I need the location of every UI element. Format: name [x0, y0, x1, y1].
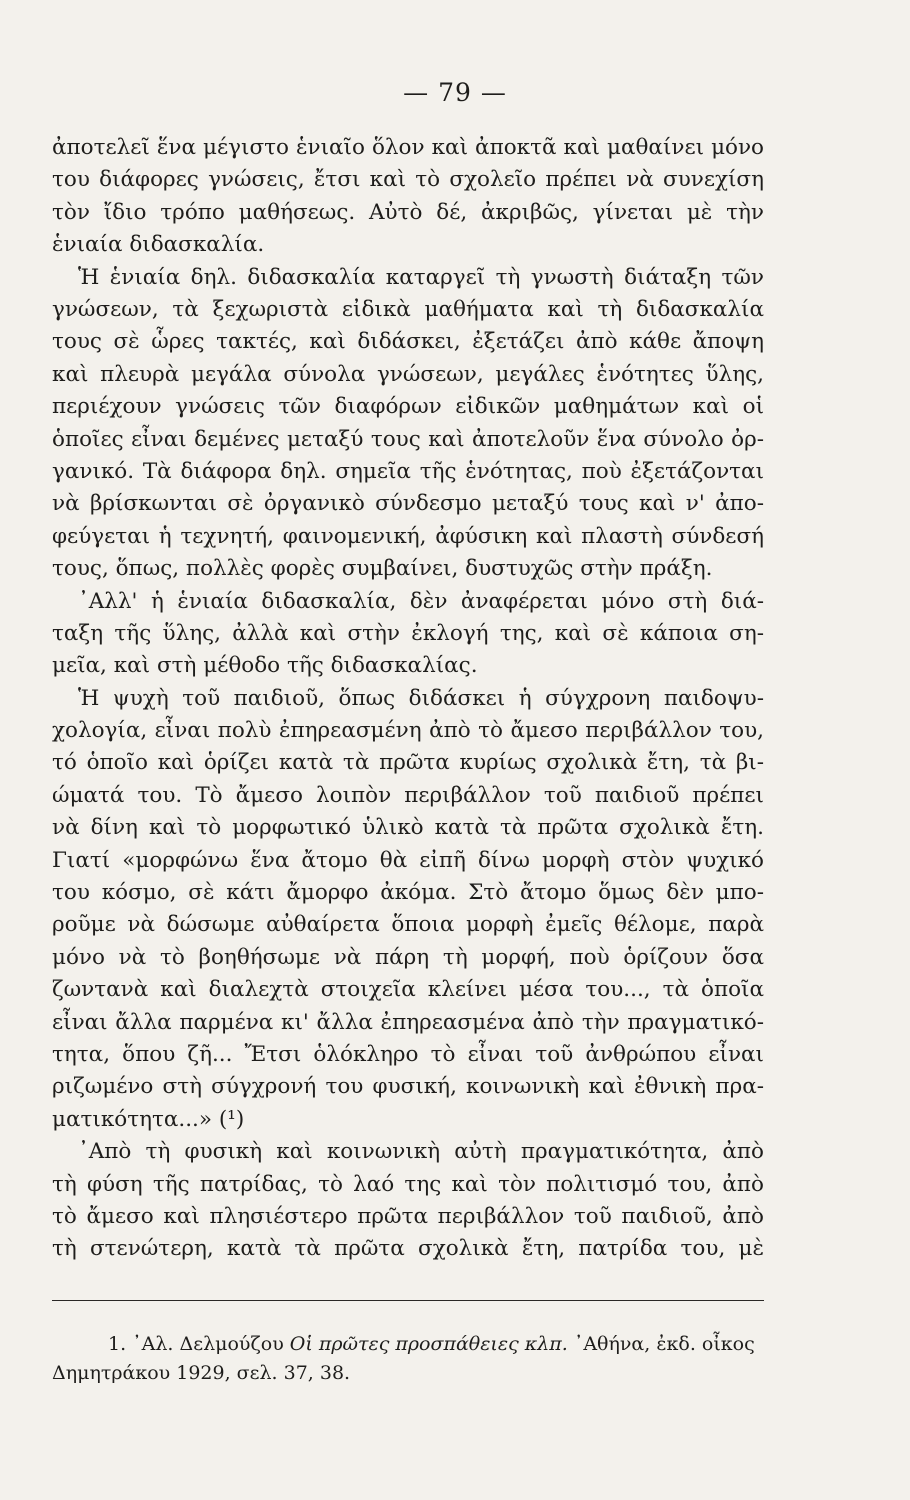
text-line: ἀποτελεῖ ἕνα μέγιστο ἑνιαῖο ὅλον καὶ ἀποκτᾶ καὶ μαθαίνει μόνο	[52, 135, 764, 160]
footnote-title: Οἱ πρῶτες προσπάθειες κλπ.	[289, 1333, 568, 1355]
text-line: καὶ πλευρὰ μεγάλα σύνολα γνώσεων, μεγάλες ἑνότητες ὕλης,	[52, 361, 764, 387]
text-line: τους σὲ ὧρες τακτές, καὶ διδάσκει, ἐξετάζει ἀπὸ κάθε ἄποψη	[52, 329, 764, 355]
text-line: Γιατί «μορφώνω ἕνα ἄτομο θὰ εἰπῆ δίνω μορφὴ στὸν ψυχικό	[52, 847, 764, 873]
text-line: ώματά του. Τὸ ἄμεσο λοιπὸν περιβάλλον τοῦ παιδιοῦ πρέπει	[52, 782, 764, 808]
text-line: γνώσεων, τὰ ξεχωριστὰ εἰδικὰ μαθήματα καὶ τὴ διδασκαλία	[52, 296, 764, 322]
text-line: τὴ στενώτερη, κατὰ τὰ πρῶτα σχολικὰ ἔτη, πατρίδα του, μὲ	[52, 1236, 764, 1262]
footnote-line	[52, 1330, 764, 1359]
footnote-citation: 1. ᾿Αλ. Δελμούζου	[108, 1333, 284, 1355]
text-line: του διάφορες γνώσεις, ἔτσι καὶ τὸ σχολεῖο πρέπει νὰ συνεχίση	[52, 167, 764, 193]
paragraph-start-line: ᾿Απὸ τὴ φυσικὴ καὶ κοινωνικὴ αὐτὴ πραγματικότητα, ἀπὸ	[78, 1139, 764, 1165]
text-line: περιέχουν γνώσεις τῶν διαφόρων εἰδικῶν μαθημάτων καὶ οἱ	[52, 394, 764, 420]
body-text	[52, 132, 764, 1266]
text-line: γανικό. Τὰ διάφορα δηλ. σημεῖα τῆς ἑνότητας, ποὺ ἐξετάζονται	[52, 458, 764, 484]
text-line: ταξη τῆς ὕλης, ἀλλὰ καὶ στὴν ἐκλογή της, καὶ σὲ κάποια ση-	[52, 620, 764, 646]
paragraph-start-line: Ἡ ψυχὴ τοῦ παιδιοῦ, ὅπως διδάσκει ἡ σύγχρονη παιδοψυ-	[78, 685, 764, 711]
text-line: μεῖα, καὶ στὴ μέθοδο τῆς διδασκαλίας.	[52, 653, 478, 679]
text-line: τὸ ἄμεσο καὶ πλησιέστερο πρῶτα περιβάλλον τοῦ παιδιοῦ, ἀπὸ	[52, 1203, 764, 1229]
text-line: εἶναι ἄλλα παρμένα κι' ἄλλα ἐπηρεασμένα ἀπὸ τὴν πραγματικό-	[52, 1009, 764, 1035]
page-number: — 79 —	[403, 78, 507, 107]
text-line: χολογία, εἶναι πολὺ ἐπηρεασμένη ἀπὸ τὸ ἄμεσο περιβάλλον του,	[52, 718, 764, 744]
text-line: του κόσμο, σὲ κάτι ἄμορφο ἀκόμα. Στὸ ἄτομο ὅμως δὲν μπο-	[52, 880, 764, 906]
text-line: μόνο νὰ τὸ βοηθήσωμε νὰ πάρη τὴ μορφή, ποὺ ὁρίζουν ὅσα	[52, 944, 764, 970]
text-line: ριζωμένο στὴ σύγχρονή του φυσική, κοινωνικὴ καὶ ἐθνικὴ πρα-	[52, 1074, 764, 1100]
text-line: ὁποῖες εἶναι δεμένες μεταξύ τους καὶ ἀποτελοῦν ἕνα σύνολο ὀρ-	[52, 426, 764, 452]
footnote-separator	[52, 1300, 764, 1301]
text-line: τὴ φύση τῆς πατρίδας, τὸ λαό της καὶ τὸν πολιτισμό του, ἀπὸ	[52, 1171, 764, 1197]
text-line: τητα, ὅπου ζῆ... Ἔτσι ὁλόκληρο τὸ εἶναι τοῦ ἀνθρώπου εἶναι	[52, 1041, 764, 1067]
footnote-line: Δημητράκου 1929, σελ. 37, 38.	[52, 1362, 351, 1384]
text-line: ματικότητα...» (¹)	[52, 1106, 245, 1132]
footnote-publisher: ᾿Αθήνα, ἐκδ. οἶκος	[573, 1333, 755, 1355]
paragraph-start-line: ᾿Αλλ' ἡ ἑνιαία διδασκαλία, δὲν ἀναφέρεται μόνο στὴ διά-	[78, 588, 764, 614]
text-line: τὸν ἴδιο τρόπο μαθήσεως. Αὐτὸ δέ, ἀκριβῶς, γίνεται μὲ τὴν	[52, 199, 764, 225]
text-line: τό ὁποῖο καὶ ὁρίζει κατὰ τὰ πρῶτα κυρίως σχολικὰ ἔτη, τὰ βι-	[52, 750, 764, 776]
text-line: νὰ βρίσκωνται σὲ ὀργανικὸ σύνδεσμο μεταξύ τους καὶ ν' ἀπο-	[52, 491, 764, 517]
text-line: ροῦμε νὰ δώσωμε αὐθαίρετα ὅποια μορφὴ ἐμεῖς θέλομε, παρὰ	[52, 912, 764, 938]
text-line: τους, ὅπως, πολλὲς φορὲς συμβαίνει, δυστυχῶς στὴν πράξη.	[52, 556, 713, 582]
text-line: ζωντανὰ καὶ διαλεχτὰ στοιχεῖα κλείνει μέσα του..., τὰ ὁποῖα	[52, 977, 764, 1003]
footnote	[52, 1330, 764, 1388]
text-line: ἑνιαία διδασκαλία.	[52, 232, 265, 258]
text-line: φεύγεται ἡ τεχνητή, φαινομενική, ἀφύσικη καὶ πλαστὴ σύνδεσή	[52, 523, 764, 549]
paragraph-start-line: Ἡ ἑνιαία δηλ. διδασκαλία καταργεῖ τὴ γνωστὴ διάταξη τῶν	[78, 264, 764, 290]
text-line: νὰ δίνη καὶ τὸ μορφωτικό ὑλικὸ κατὰ τὰ πρῶτα σχολικὰ ἔτη.	[52, 815, 764, 841]
